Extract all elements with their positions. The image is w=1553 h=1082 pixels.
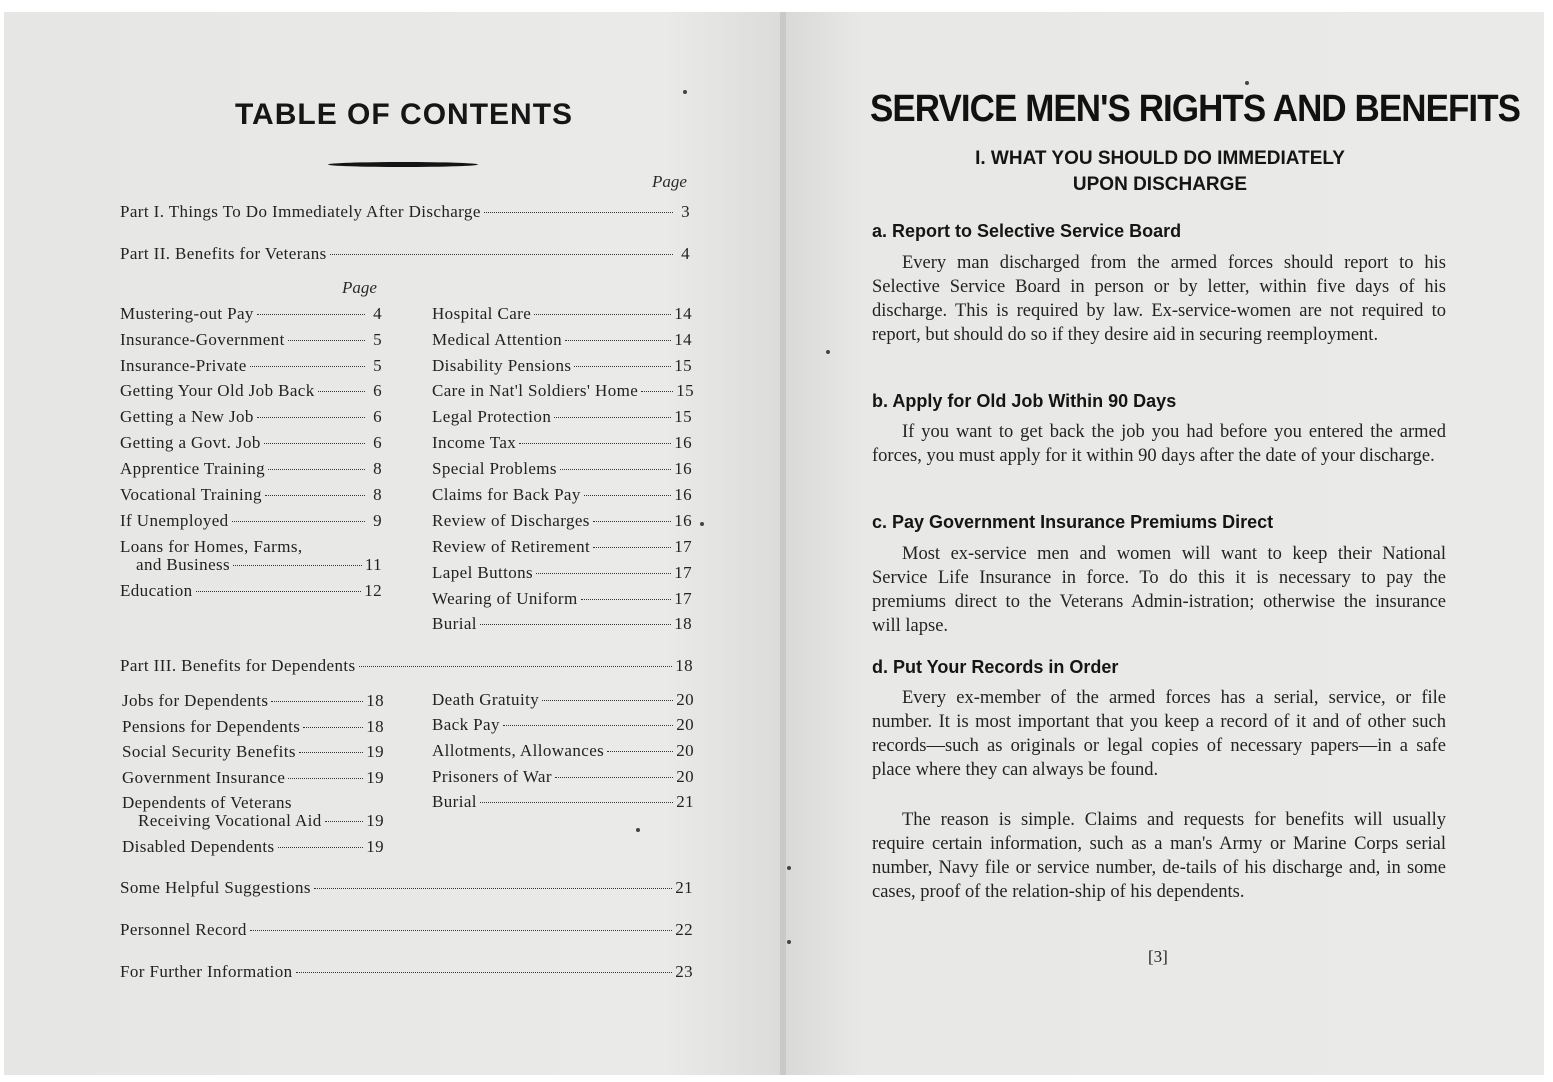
leader-dots xyxy=(196,591,362,592)
toc-entry[interactable] xyxy=(122,691,384,711)
toc-page-number: 6 xyxy=(373,433,382,452)
section-a-paragraph: Every man discharged from the armed forces should report to his Selective Service Board in person or by letter, within five days of his discharge. This is required by law. Ex-service-women are not required to report, but should do so if they desire aid in securing reemployment. xyxy=(872,253,1446,345)
leader-dots xyxy=(593,521,671,522)
toc-entry[interactable] xyxy=(432,715,694,735)
toc-part-3[interactable] xyxy=(120,656,693,676)
toc-page-number: 15 xyxy=(674,407,692,426)
toc-page-number: 22 xyxy=(675,920,693,939)
toc-entry[interactable] xyxy=(432,741,694,761)
toc-entry-label: Dependents of Veterans xyxy=(122,793,292,812)
leader-dots xyxy=(519,443,671,444)
toc-page-number: 19 xyxy=(366,742,384,761)
toc-page-number: 16 xyxy=(674,433,692,452)
leader-dots xyxy=(299,752,363,753)
scan-speck xyxy=(636,828,640,832)
toc-entry-label: Education xyxy=(120,581,193,600)
leader-dots xyxy=(534,314,671,315)
leader-dots xyxy=(484,212,673,213)
toc-entry-label: Care in Nat'l Soldiers' Home xyxy=(432,381,639,400)
part-heading-line-1: I. WHAT YOU SHOULD DO IMMEDIATELY xyxy=(975,148,1345,169)
toc-entry-label: Apprentice Training xyxy=(120,459,266,478)
toc-personnel-record[interactable] xyxy=(120,920,693,940)
leader-dots xyxy=(233,565,362,566)
toc-page-number: 20 xyxy=(676,690,694,709)
toc-further-information[interactable] xyxy=(120,962,693,982)
leader-dots xyxy=(480,624,671,625)
toc-entry[interactable] xyxy=(120,511,382,531)
scan-speck xyxy=(787,940,791,944)
toc-entry[interactable] xyxy=(432,537,692,557)
toc-entry-label: Legal Protection xyxy=(432,407,552,426)
leader-dots xyxy=(542,700,673,701)
toc-page-number: 4 xyxy=(373,304,382,323)
toc-page-number: 16 xyxy=(674,485,692,504)
section-c-paragraph: Most ex-service men and women will want to keep their National Service Life Insurance in force. To do this it is necessary to pay the premiums direct to the Veterans Admin-istration; otherwise the insurance will lapse. xyxy=(872,544,1446,636)
toc-entry-label: For Further Information xyxy=(120,962,293,981)
toc-entry-label: Jobs for Dependents xyxy=(122,691,269,710)
section-heading-d: d. Put Your Records in Order xyxy=(872,657,1119,677)
toc-entry-label: If Unemployed xyxy=(120,511,229,530)
section-heading-a: a. Report to Selective Service Board xyxy=(872,221,1182,241)
page-title: SERVICE MEN'S RIGHTS AND BENEFITS xyxy=(870,88,1521,130)
toc-entry-label: Getting Your Old Job Back xyxy=(120,381,315,400)
section-heading-c: c. Pay Government Insurance Premiums Direct xyxy=(872,512,1274,532)
page-number: [3] xyxy=(1148,947,1168,966)
leader-dots xyxy=(325,821,364,822)
toc-entry[interactable] xyxy=(120,433,382,453)
toc-entry-label: Government Insurance xyxy=(122,768,286,787)
leader-dots xyxy=(271,701,363,702)
title-rule xyxy=(328,162,478,167)
toc-entry[interactable] xyxy=(120,381,382,401)
leader-dots xyxy=(503,725,673,726)
part-heading xyxy=(900,146,1420,198)
toc-entry-label: Some Helpful Suggestions xyxy=(120,878,311,897)
toc-entry-label: Personnel Record xyxy=(120,920,247,939)
toc-page-number: 18 xyxy=(366,717,384,736)
toc-entry[interactable] xyxy=(122,717,384,737)
leader-dots xyxy=(264,443,365,444)
part2-page-label: Page xyxy=(342,278,377,297)
toc-entry[interactable] xyxy=(120,407,382,427)
toc-page-number: 15 xyxy=(674,356,692,375)
page-column-label: Page xyxy=(652,172,687,191)
toc-entry-label: Special Problems xyxy=(432,459,557,478)
leader-dots xyxy=(250,930,672,931)
leader-dots xyxy=(480,802,673,803)
leader-dots xyxy=(314,888,672,889)
toc-entry-label: Insurance-Private xyxy=(120,356,247,375)
leader-dots xyxy=(555,777,673,778)
toc-entry[interactable] xyxy=(122,837,384,857)
scan-speck xyxy=(826,350,830,354)
scan-speck xyxy=(700,522,704,526)
toc-entry-label: Wearing of Uniform xyxy=(432,589,578,608)
toc-entry[interactable] xyxy=(432,511,692,531)
leader-dots xyxy=(536,573,671,574)
toc-entry-label-cont: Receiving Vocational Aid xyxy=(138,811,322,830)
toc-entry-label-cont: and Business xyxy=(136,555,231,574)
leader-dots xyxy=(641,391,673,392)
toc-page-number: 18 xyxy=(675,656,693,675)
toc-page-number: 17 xyxy=(674,589,692,608)
toc-entry[interactable] xyxy=(122,742,384,762)
toc-page-number: 8 xyxy=(373,459,382,478)
leader-dots xyxy=(359,666,673,667)
toc-entry[interactable] xyxy=(432,767,694,787)
leader-dots xyxy=(278,847,364,848)
toc-page-number: 19 xyxy=(366,768,384,787)
toc-entry[interactable] xyxy=(432,459,692,479)
leader-dots xyxy=(581,599,672,600)
leader-dots xyxy=(265,495,365,496)
toc-page-number: 18 xyxy=(366,691,384,710)
leader-dots xyxy=(303,727,363,728)
scan-speck xyxy=(1245,81,1249,85)
toc-entry-label: Burial xyxy=(432,792,477,811)
toc-part-label: Part II. Benefits for Veterans xyxy=(120,244,327,263)
toc-entry[interactable] xyxy=(432,589,692,609)
leader-dots xyxy=(554,417,671,418)
toc-part-label: Part III. Benefits for Dependents xyxy=(120,656,356,675)
toc-entry[interactable] xyxy=(120,459,382,479)
leader-dots xyxy=(560,469,671,470)
toc-page-number: 19 xyxy=(366,811,384,830)
toc-entry[interactable] xyxy=(120,537,382,575)
toc-entry-label: Disabled Dependents xyxy=(122,837,275,856)
toc-entry[interactable] xyxy=(122,793,384,831)
toc-entry[interactable] xyxy=(432,690,694,710)
toc-entry[interactable] xyxy=(432,563,692,583)
toc-entry[interactable] xyxy=(432,485,692,505)
toc-entry-label: Lapel Buttons xyxy=(432,563,534,582)
toc-entry-label: Death Gratuity xyxy=(432,690,540,709)
toc-helpful-suggestions[interactable] xyxy=(120,878,693,898)
toc-entry-label: Burial xyxy=(432,614,477,633)
leader-dots xyxy=(565,340,671,341)
toc-entry-label: Social Security Benefits xyxy=(122,742,296,761)
leader-dots xyxy=(250,366,365,367)
leader-dots xyxy=(584,495,671,496)
toc-entry[interactable] xyxy=(120,304,382,324)
toc-entry-label: Medical Attention xyxy=(432,330,563,349)
leader-dots xyxy=(593,547,671,548)
toc-entry-label: Hospital Care xyxy=(432,304,532,323)
toc-page-number: 6 xyxy=(373,381,382,400)
toc-entry-label: Getting a New Job xyxy=(120,407,254,426)
toc-entry[interactable] xyxy=(432,792,694,812)
toc-entry-label: Review of Discharges xyxy=(432,511,590,530)
toc-page-number: 20 xyxy=(676,715,694,734)
toc-entry[interactable] xyxy=(120,581,382,601)
toc-page-number: 15 xyxy=(676,381,694,400)
toc-part-1[interactable] xyxy=(120,202,690,222)
toc-entry-label: Insurance-Government xyxy=(120,330,285,349)
leader-dots xyxy=(330,254,673,255)
toc-entry-label: Getting a Govt. Job xyxy=(120,433,261,452)
toc-entry-label: Vocational Training xyxy=(120,485,262,504)
scan-speck xyxy=(787,866,791,870)
toc-entry[interactable] xyxy=(120,485,382,505)
toc-page-number: 19 xyxy=(366,837,384,856)
toc-page-number: 3 xyxy=(681,202,690,221)
toc-page-number: 5 xyxy=(373,330,382,349)
toc-title: TABLE OF CONTENTS xyxy=(234,98,574,131)
toc-entry-label: Mustering-out Pay xyxy=(120,304,254,323)
toc-page-number: 16 xyxy=(674,459,692,478)
toc-entry-label: Loans for Homes, Farms, xyxy=(120,537,303,556)
leader-dots xyxy=(288,340,365,341)
toc-page-number: 5 xyxy=(373,356,382,375)
toc-part-2[interactable] xyxy=(120,244,690,264)
leader-dots xyxy=(288,778,363,779)
toc-page-number: 21 xyxy=(676,792,694,811)
toc-entry-label: Income Tax xyxy=(432,433,517,452)
toc-entry[interactable] xyxy=(120,356,382,376)
section-b-paragraph: If you want to get back the job you had before you entered the armed forces, you must apply for it within 90 days after the date of your discharge. xyxy=(872,422,1446,466)
toc-entry[interactable] xyxy=(432,381,694,401)
part-heading-line-2: UPON DISCHARGE xyxy=(1072,174,1248,195)
toc-page-number: 17 xyxy=(674,563,692,582)
toc-page-number: 16 xyxy=(674,511,692,530)
toc-entry-label: Disability Pensions xyxy=(432,356,572,375)
toc-page-number: 11 xyxy=(364,555,382,574)
toc-entry-label: Back Pay xyxy=(432,715,500,734)
leader-dots xyxy=(257,417,365,418)
toc-entry-label: Claims for Back Pay xyxy=(432,485,581,504)
toc-page-number: 14 xyxy=(674,330,692,349)
toc-page-number: 17 xyxy=(674,537,692,556)
toc-entry[interactable] xyxy=(432,330,692,350)
toc-entry[interactable] xyxy=(432,614,692,634)
section-heading-b: b. Apply for Old Job Within 90 Days xyxy=(872,391,1177,411)
leader-dots xyxy=(232,521,365,522)
toc-entry[interactable] xyxy=(432,433,692,453)
toc-page-number: 8 xyxy=(373,485,382,504)
toc-entry-label: Allotments, Allowances xyxy=(432,741,605,760)
toc-entry[interactable] xyxy=(432,407,692,427)
section-d-paragraph-2: The reason is simple. Claims and requests for benefits will usually require certain information, such as a man's Army or Marine Corps serial number, Navy file or service number, de-tails of his discharge and, in some cases, proof of the relation-ship of his dependents. xyxy=(872,810,1446,902)
toc-page-number: 18 xyxy=(674,614,692,633)
toc-page-number: 9 xyxy=(373,511,382,530)
leader-dots xyxy=(296,972,673,973)
toc-entry[interactable] xyxy=(432,304,692,324)
toc-page-number: 12 xyxy=(364,581,382,600)
toc-page-number: 6 xyxy=(373,407,382,426)
toc-page-number: 20 xyxy=(676,741,694,760)
leader-dots xyxy=(268,469,365,470)
leader-dots xyxy=(318,391,365,392)
leader-dots xyxy=(607,751,673,752)
toc-page-number: 20 xyxy=(676,767,694,786)
toc-part-label: Part I. Things To Do Immediately After Discharge xyxy=(120,202,481,221)
section-d-paragraph-1: Every ex-member of the armed forces has a serial, service, or file number. It is most important that you keep a record of it and of other such records—such as originals or legal copies of necessary papers—in a safe place where they can always be found. xyxy=(872,688,1446,780)
toc-entry[interactable] xyxy=(122,768,384,788)
leader-dots xyxy=(574,366,671,367)
toc-page-number: 4 xyxy=(681,244,690,263)
toc-entry[interactable] xyxy=(120,330,382,350)
toc-page-number: 23 xyxy=(675,962,693,981)
leader-dots xyxy=(257,314,365,315)
toc-page-number: 21 xyxy=(675,878,693,897)
scan-speck xyxy=(683,90,687,94)
toc-entry-label: Review of Retirement xyxy=(432,537,591,556)
toc-page-number: 14 xyxy=(674,304,692,323)
toc-entry-label: Pensions for Dependents xyxy=(122,717,301,736)
toc-entry[interactable] xyxy=(432,356,692,376)
toc-entry-label: Prisoners of War xyxy=(432,767,552,786)
